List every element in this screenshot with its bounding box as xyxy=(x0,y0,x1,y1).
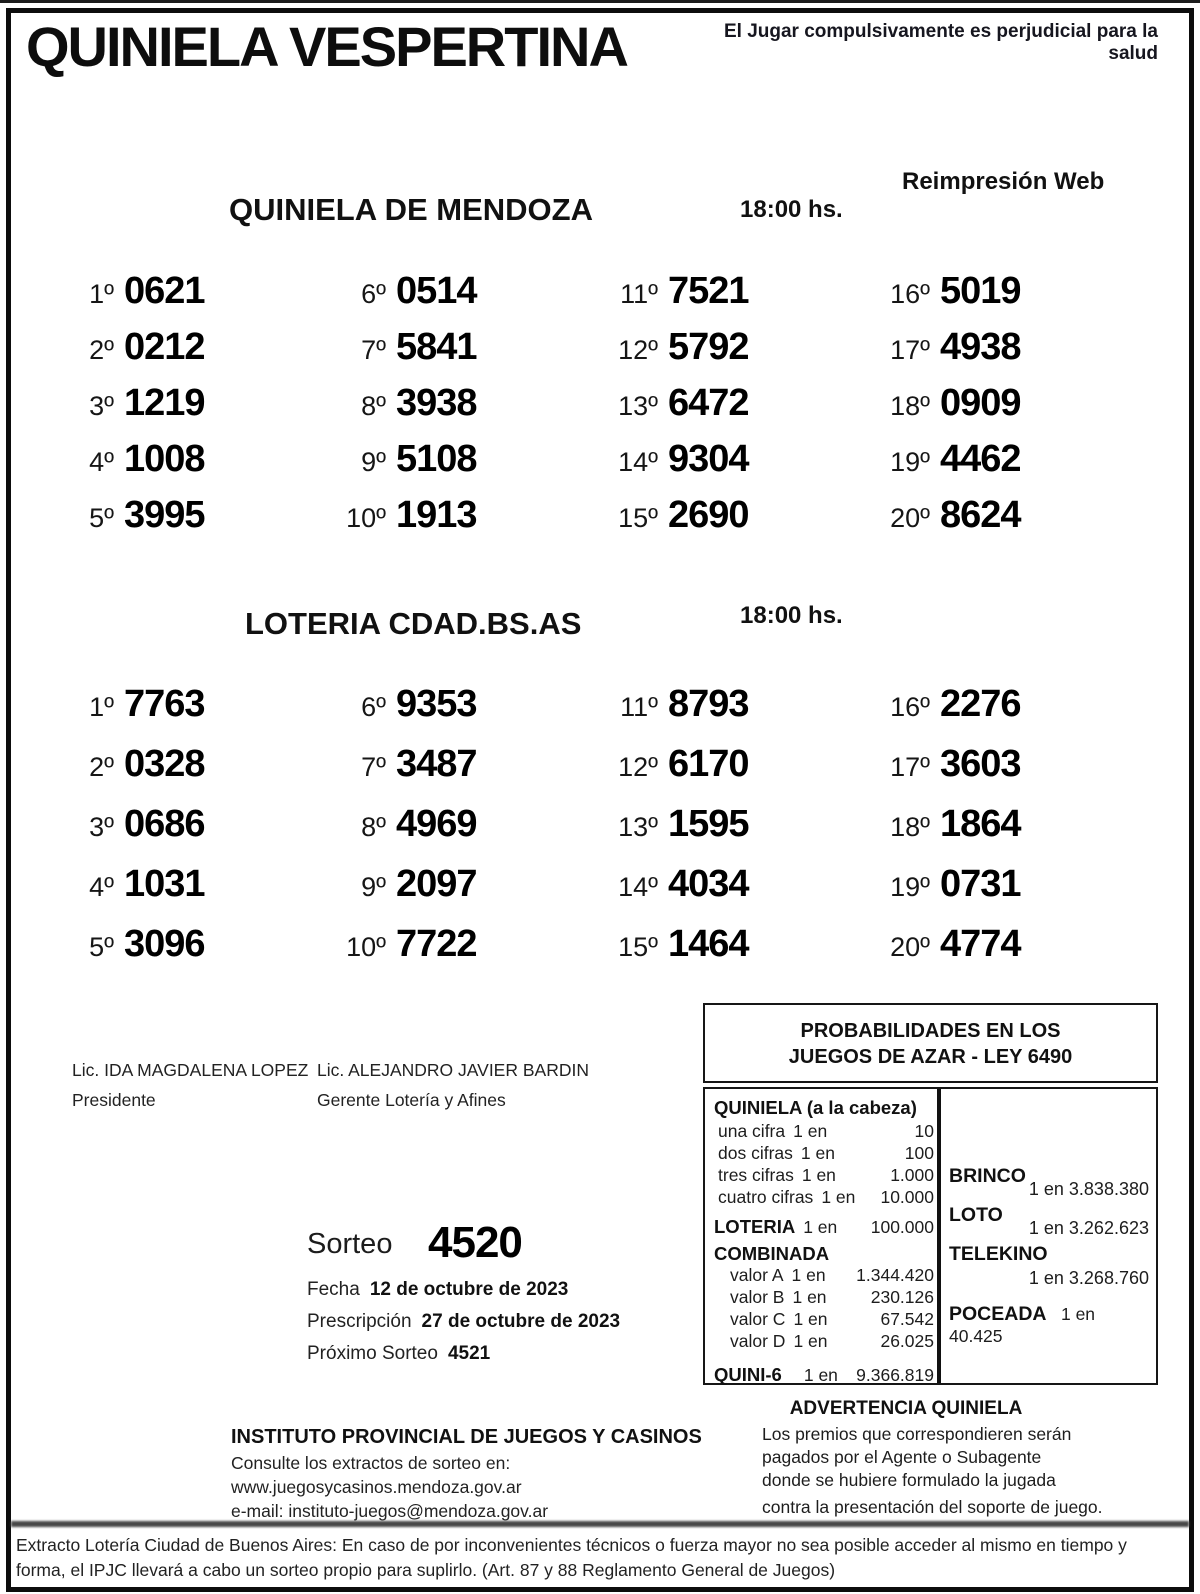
result-number: 5108 xyxy=(396,438,477,480)
next-draw-label: Próximo Sorteo xyxy=(307,1343,438,1364)
probabilities-header-line1: PROBABILIDADES EN LOS xyxy=(800,1020,1061,1042)
combinada-heading: COMBINADA xyxy=(714,1243,830,1264)
draw-result xyxy=(856,494,1128,550)
result-number: 3096 xyxy=(124,923,205,965)
combinada-value: 230.126 xyxy=(870,1287,934,1307)
bsas-section-title: LOTERIA CDAD.BS.AS xyxy=(245,606,582,641)
draw-date-row xyxy=(307,1279,568,1301)
probabilities-header-line2: JUEGOS DE AZAR - LEY 6490 xyxy=(788,1046,1073,1068)
draw-result xyxy=(40,743,312,803)
loteria-odds-row xyxy=(714,1216,934,1238)
draw-result xyxy=(856,743,1128,803)
draw-result xyxy=(584,270,856,326)
result-position: 5º xyxy=(89,932,114,962)
result-number: 6170 xyxy=(668,743,749,785)
probability-odds-prefix: 1 en xyxy=(800,1143,835,1163)
result-number: 0731 xyxy=(940,863,1021,905)
result-position: 3º xyxy=(89,391,114,421)
result-number: 8793 xyxy=(668,683,749,725)
draw-result xyxy=(584,743,856,803)
draw-expiry-label: Prescripción xyxy=(307,1311,412,1332)
result-number: 5792 xyxy=(668,326,749,368)
result-number: 7763 xyxy=(124,683,205,725)
probability-label: tres cifras xyxy=(718,1165,794,1185)
result-number: 0621 xyxy=(124,270,205,312)
draw-result xyxy=(856,923,1128,983)
result-number: 2276 xyxy=(940,683,1021,725)
draw-result xyxy=(312,494,584,550)
result-position: 18º xyxy=(890,391,930,421)
draw-result xyxy=(584,438,856,494)
bsas-draw-time: 18:00 hs. xyxy=(740,602,843,629)
probability-label: cuatro cifras xyxy=(718,1187,814,1207)
result-position: 8º xyxy=(361,812,386,842)
result-number: 1913 xyxy=(396,494,477,536)
combinada-label: valor A xyxy=(730,1265,784,1285)
result-position: 8º xyxy=(361,391,386,421)
mendoza-results-grid xyxy=(40,270,1128,550)
result-number: 4938 xyxy=(940,326,1021,368)
draw-result xyxy=(856,863,1128,923)
mendoza-draw-time: 18:00 hs. xyxy=(740,196,843,223)
result-number: 6472 xyxy=(668,382,749,424)
result-number: 3995 xyxy=(124,494,205,536)
result-number: 5019 xyxy=(940,270,1021,312)
combinada-value: 26.025 xyxy=(880,1331,934,1351)
draw-result xyxy=(584,494,856,550)
health-warning: El Jugar compulsivamente es perjudicial para la salud xyxy=(723,21,1158,64)
game-name: TELEKINO xyxy=(949,1243,1048,1265)
draw-result xyxy=(584,382,856,438)
draw-result xyxy=(40,270,312,326)
combinada-odds-prefix: 1 en xyxy=(793,1309,828,1329)
result-position: 9º xyxy=(361,447,386,477)
result-number: 0328 xyxy=(124,743,205,785)
probabilities-left-column xyxy=(714,1097,934,1386)
combinada-odds-prefix: 1 en xyxy=(791,1265,826,1285)
probability-odds-prefix: 1 en xyxy=(793,1121,828,1141)
probability-row xyxy=(714,1164,934,1186)
game-odds-value: 1 en 3.268.760 xyxy=(1028,1268,1149,1288)
result-number: 4462 xyxy=(940,438,1021,480)
draw-result xyxy=(40,438,312,494)
result-position: 14º xyxy=(618,872,658,902)
draw-number-label: Sorteo xyxy=(307,1228,393,1260)
result-number: 0212 xyxy=(124,326,205,368)
draw-result xyxy=(584,923,856,983)
result-position: 13º xyxy=(618,812,658,842)
draw-number: 4520 xyxy=(428,1218,522,1267)
result-position: 7º xyxy=(361,752,386,782)
draw-result xyxy=(40,382,312,438)
result-number: 1864 xyxy=(940,803,1021,845)
result-number: 0686 xyxy=(124,803,205,845)
institute-contact xyxy=(231,1451,548,1523)
footer-separator xyxy=(11,1521,1189,1527)
result-position: 9º xyxy=(361,872,386,902)
quiniela-warning-text xyxy=(762,1423,1103,1519)
next-draw-value: 4521 xyxy=(447,1343,491,1364)
result-position: 19º xyxy=(890,447,930,477)
cifra-rows xyxy=(714,1120,934,1208)
result-position: 19º xyxy=(890,872,930,902)
quiniela-warning-line: pagados por el Agente o Subagente xyxy=(762,1447,1042,1467)
result-position: 16º xyxy=(890,279,930,309)
result-number: 7521 xyxy=(668,270,749,312)
result-position: 1º xyxy=(89,279,114,309)
probability-value: 1.000 xyxy=(890,1165,934,1185)
game-odds-value: 1 en 3.838.380 xyxy=(1028,1179,1149,1199)
next-draw-row xyxy=(307,1343,490,1365)
result-number: 1219 xyxy=(124,382,205,424)
probability-row xyxy=(714,1120,934,1142)
result-position: 11º xyxy=(620,692,658,722)
mendoza-section-title: QUINIELA DE MENDOZA xyxy=(229,192,593,227)
signature-name-manager: Lic. ALEJANDRO JAVIER BARDIN xyxy=(317,1060,589,1080)
loteria-label: LOTERIA xyxy=(714,1216,796,1237)
combinada-value: 1.344.420 xyxy=(856,1265,934,1285)
draw-result xyxy=(40,863,312,923)
game-odds-value: 1 en 3.262.623 xyxy=(1028,1218,1149,1238)
combinada-value: 67.542 xyxy=(880,1309,934,1329)
result-position: 10º xyxy=(346,932,386,962)
institute-website: www.juegosycasinos.mendoza.gov.ar xyxy=(231,1477,522,1497)
combinada-label: valor D xyxy=(730,1331,786,1351)
draw-result xyxy=(856,683,1128,743)
result-number: 0514 xyxy=(396,270,477,312)
result-number: 4969 xyxy=(396,803,477,845)
quiniela-warning-line: donde se hubiere formulado la jugada xyxy=(762,1470,1056,1490)
game-name: LOTO xyxy=(949,1204,1003,1226)
game-name: BRINCO xyxy=(949,1165,1026,1187)
result-number: 2097 xyxy=(396,863,477,905)
loteria-odds-prefix: 1 en xyxy=(803,1217,838,1237)
game-odds-item xyxy=(949,1165,1149,1200)
footer-disclaimer-line1: Extracto Lotería Ciudad de Buenos Aires: En caso de por inconvenientes técnicos o fuerza mayor no sea posible acceder al mismo en tiempo y xyxy=(16,1535,1127,1555)
result-position: 2º xyxy=(89,752,114,782)
draw-result xyxy=(584,326,856,382)
result-number: 1008 xyxy=(124,438,205,480)
quiniela-odds-heading: QUINIELA (a la cabeza) xyxy=(714,1097,917,1118)
game-odds-item xyxy=(949,1303,1149,1347)
signature-role-manager: Gerente Lotería y Afines xyxy=(317,1090,506,1110)
combinada-row xyxy=(714,1330,934,1352)
probability-value: 100 xyxy=(904,1143,934,1163)
draw-date-label: Fecha xyxy=(307,1279,360,1300)
draw-result xyxy=(40,803,312,863)
draw-result xyxy=(312,743,584,803)
result-position: 16º xyxy=(890,692,930,722)
draw-result xyxy=(40,326,312,382)
signature-name-president: Lic. IDA MAGDALENA LOPEZ xyxy=(72,1060,309,1080)
probabilities-box xyxy=(703,1087,1158,1385)
draw-result xyxy=(856,270,1128,326)
draw-expiry-row xyxy=(307,1311,620,1333)
draw-result xyxy=(312,683,584,743)
bsas-results-grid xyxy=(40,683,1128,983)
result-number: 0909 xyxy=(940,382,1021,424)
game-odds-item xyxy=(949,1204,1149,1239)
institute-name: INSTITUTO PROVINCIAL DE JUEGOS Y CASINOS xyxy=(231,1426,702,1448)
quini6-odds-value: 9.366.819 xyxy=(856,1365,934,1385)
draw-result xyxy=(40,494,312,550)
draw-date-value: 12 de octubre de 2023 xyxy=(369,1279,569,1300)
result-number: 9353 xyxy=(396,683,477,725)
probability-label: una cifra xyxy=(718,1121,786,1141)
quiniela-warning-line: Los premios que correspondieren serán xyxy=(762,1424,1072,1444)
result-position: 4º xyxy=(89,447,114,477)
combinada-row xyxy=(714,1264,934,1286)
draw-result xyxy=(312,438,584,494)
top-rule xyxy=(0,0,1200,3)
draw-expiry-value: 27 de octubre de 2023 xyxy=(421,1311,621,1332)
result-number: 3487 xyxy=(396,743,477,785)
draw-result xyxy=(584,863,856,923)
result-position: 18º xyxy=(890,812,930,842)
probability-value: 10.000 xyxy=(880,1187,934,1207)
result-position: 17º xyxy=(890,752,930,782)
result-position: 10º xyxy=(346,503,386,533)
draw-result xyxy=(312,863,584,923)
result-position: 12º xyxy=(618,335,658,365)
result-position: 11º xyxy=(620,279,658,309)
result-position: 7º xyxy=(361,335,386,365)
institute-email: e-mail: instituto-juegos@mendoza.gov.ar xyxy=(231,1501,549,1521)
draw-result xyxy=(856,438,1128,494)
result-position: 15º xyxy=(618,503,658,533)
combinada-rows xyxy=(714,1264,934,1352)
result-position: 6º xyxy=(361,692,386,722)
result-position: 20º xyxy=(890,503,930,533)
quini6-odds-row xyxy=(714,1364,934,1386)
result-number: 4034 xyxy=(668,863,749,905)
quiniela-warning-line: contra la presentación del soporte de juego. xyxy=(762,1497,1103,1517)
combinada-odds-prefix: 1 en xyxy=(793,1331,828,1351)
draw-result xyxy=(856,803,1128,863)
result-position: 20º xyxy=(890,932,930,962)
combinada-odds-prefix: 1 en xyxy=(792,1287,827,1307)
web-reprint-label: Reimpresión Web xyxy=(902,168,1105,195)
loteria-odds-value: 100.000 xyxy=(870,1217,934,1237)
result-position: 15º xyxy=(618,932,658,962)
result-position: 4º xyxy=(89,872,114,902)
probability-label: dos cifras xyxy=(718,1143,793,1163)
draw-result xyxy=(312,270,584,326)
draw-result xyxy=(312,803,584,863)
draw-result xyxy=(856,382,1128,438)
result-position: 3º xyxy=(89,812,114,842)
result-position: 1º xyxy=(89,692,114,722)
draw-result xyxy=(312,326,584,382)
game-odds-value: 1 en 40.425 xyxy=(949,1304,1096,1346)
result-number: 8624 xyxy=(940,494,1021,536)
signature-role-president: Presidente xyxy=(72,1090,156,1110)
result-number: 9304 xyxy=(668,438,749,480)
probability-odds-prefix: 1 en xyxy=(801,1165,836,1185)
result-number: 3938 xyxy=(396,382,477,424)
result-number: 4774 xyxy=(940,923,1021,965)
result-position: 17º xyxy=(890,335,930,365)
combinada-row xyxy=(714,1286,934,1308)
result-number: 1595 xyxy=(668,803,749,845)
draw-result xyxy=(584,683,856,743)
result-position: 6º xyxy=(361,279,386,309)
draw-result xyxy=(856,326,1128,382)
result-number: 3603 xyxy=(940,743,1021,785)
quini6-odds-prefix: 1 en xyxy=(803,1365,838,1385)
result-number: 7722 xyxy=(396,923,477,965)
page-title: QUINIELA VESPERTINA xyxy=(26,15,627,78)
combinada-label: valor B xyxy=(730,1287,785,1307)
probability-value: 10 xyxy=(914,1121,934,1141)
result-position: 2º xyxy=(89,335,114,365)
quiniela-warning-title: ADVERTENCIA QUINIELA xyxy=(789,1398,1023,1419)
draw-result xyxy=(40,683,312,743)
draw-result xyxy=(312,382,584,438)
result-position: 13º xyxy=(618,391,658,421)
result-number: 1031 xyxy=(124,863,205,905)
result-position: 5º xyxy=(89,503,114,533)
game-odds-item xyxy=(949,1243,1149,1289)
probabilities-divider xyxy=(937,1089,941,1383)
result-position: 14º xyxy=(618,447,658,477)
game-name: POCEADA xyxy=(949,1303,1047,1325)
draw-result xyxy=(312,923,584,983)
result-number: 2690 xyxy=(668,494,749,536)
combinada-label: valor C xyxy=(730,1309,786,1329)
draw-result xyxy=(40,923,312,983)
result-number: 5841 xyxy=(396,326,477,368)
probabilities-right-column xyxy=(949,1165,1149,1351)
institute-consult-line: Consulte los extractos de sorteo en: xyxy=(231,1453,511,1473)
combinada-row xyxy=(714,1308,934,1330)
result-number: 1464 xyxy=(668,923,749,965)
result-position: 12º xyxy=(618,752,658,782)
probability-odds-prefix: 1 en xyxy=(821,1187,856,1207)
footer-disclaimer-line2: forma, el IPJC llevará a cabo un sorteo propio para suplirlo. (Art. 87 y 88 Reglamento General de Juegos) xyxy=(16,1560,836,1580)
draw-result xyxy=(584,803,856,863)
quini6-label: QUINI-6 xyxy=(714,1364,782,1385)
probabilities-header xyxy=(703,1003,1158,1083)
probability-row xyxy=(714,1186,934,1208)
probability-row xyxy=(714,1142,934,1164)
